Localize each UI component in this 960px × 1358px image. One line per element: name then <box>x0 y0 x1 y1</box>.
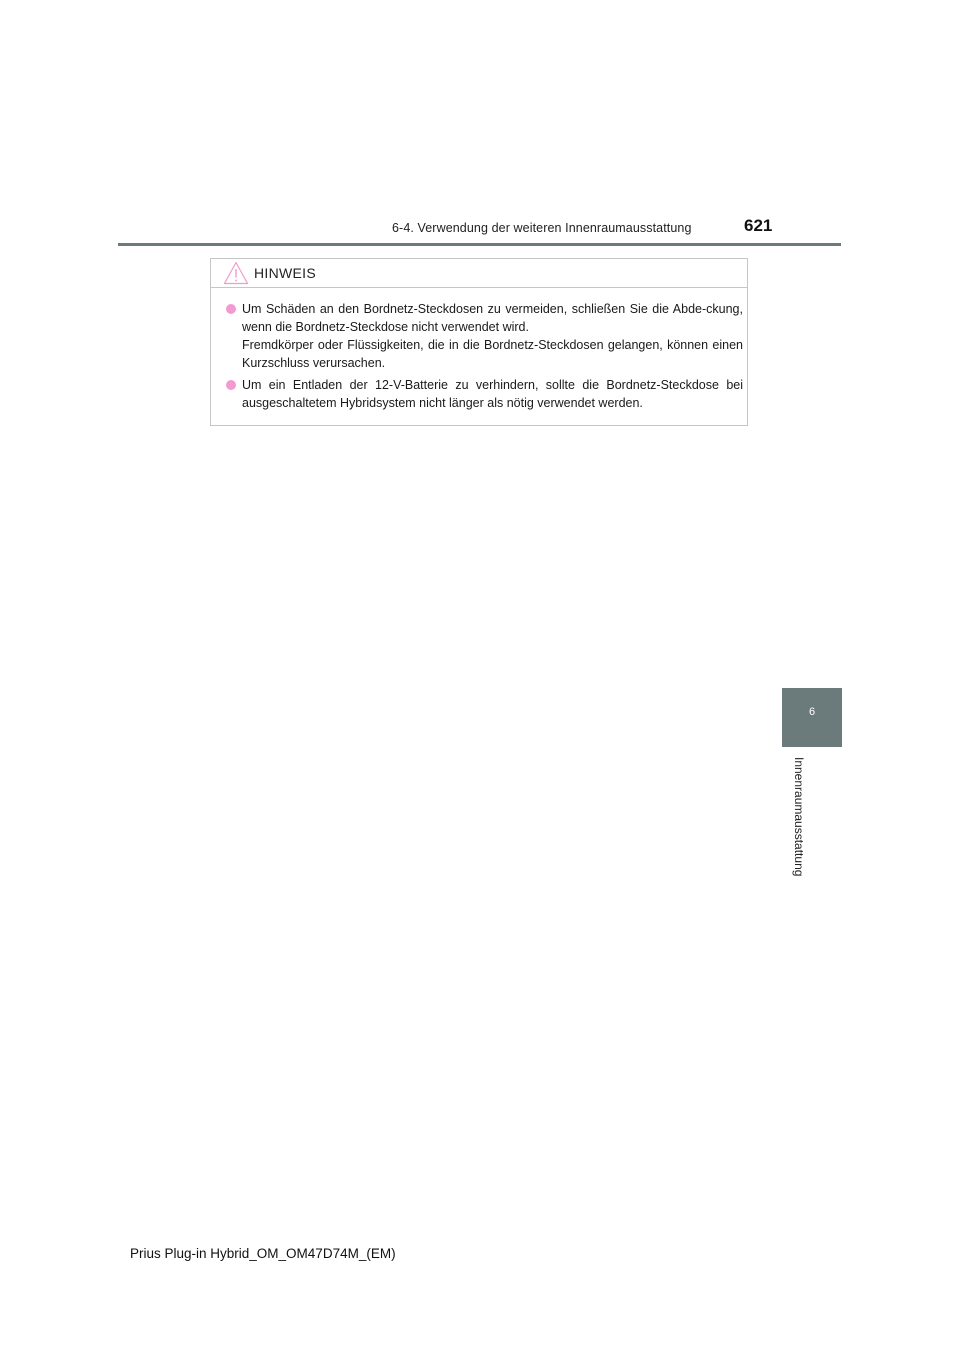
chapter-number: 6 <box>808 706 816 718</box>
chapter-tab <box>782 688 842 747</box>
section-title: 6-4. Verwendung der weiteren Innenraumausstattung <box>392 221 692 235</box>
list-item <box>225 376 743 412</box>
notice-title: HINWEIS <box>254 265 316 281</box>
bullet-icon <box>226 304 236 314</box>
notice-paragraph: Um ein Entladen der 12-V-Batterie zu verhindern, sollte die Bordnetz-Steckdose bei ausgeschaltetem Hybridsystem nicht länger als nötig verwendet werden. <box>242 378 743 410</box>
warning-triangle-icon <box>223 261 249 285</box>
footer-document-id: Prius Plug-in Hybrid_OM_OM47D74M_(EM) <box>130 1246 396 1261</box>
header-divider <box>118 243 841 246</box>
chapter-label: Innenraumausstattung <box>792 757 806 877</box>
notice-paragraph: Fremdkörper oder Flüssigkeiten, die in die Bordnetz-Steckdosen gelangen, können einen Kurzschluss verursachen. <box>242 338 743 370</box>
notice-header <box>211 259 747 288</box>
list-item <box>225 300 743 372</box>
notice-paragraph: Um Schäden an den Bordnetz-Steckdosen zu vermeiden, schließen Sie die Abde-ckung, wenn die Bordnetz-Steckdose nicht verwendet wird. <box>242 302 743 334</box>
page-number: 621 <box>744 216 773 235</box>
notice-box <box>210 258 748 426</box>
bullet-icon <box>226 380 236 390</box>
notice-list <box>225 300 743 416</box>
